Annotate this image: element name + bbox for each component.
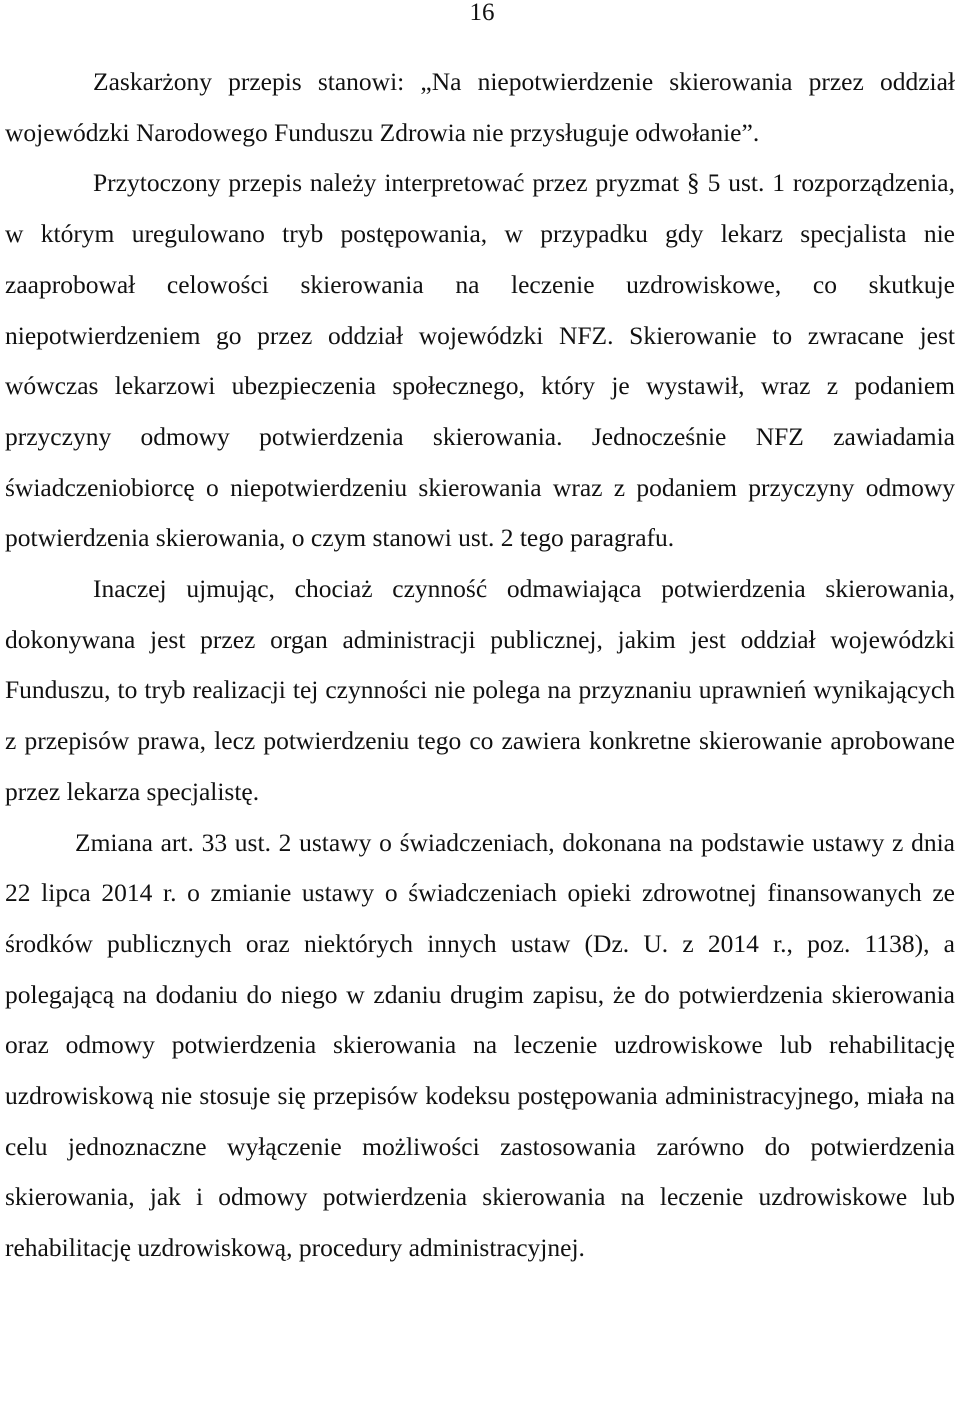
paragraph-interpretation: Przytoczony przepis należy interpretować przez pryzmat § 5 ust. 1 rozporządzenia, w którym uregulowano tryb postępowania, w przypadku gdy lekarz specjalista nie zaaprobował celowości skierowania na leczenie uzdrowiskowe, co skutkuje niepotwierdzeniem go przez oddział wojewódzki NFZ. Skierowanie to zwracane jest wówczas lekarzowi ubezpieczenia społecznego, który je wystawił, wraz z podaniem przyczyny odmowy potwierdzenia skierowania. Jednocześnie NFZ zawiadamia świadczeniobiorcę o niepotwierdzeniu skierowania wraz z podaniem przyczyny odmowy potwierdzenia skierowania, o czym stanowi ust. 2 tego paragrafu. (5, 168, 955, 553)
page-number: 16 (469, 0, 495, 26)
paragraph-in-other-words: Inaczej ujmując, chociaż czynność odmawiająca potwierdzenia skierowania, dokonywana jest przez organ administracji publicznej, jakim jest oddział wojewódzki Funduszu, to tryb realizacji tej czynności nie polega na przyznaniu uprawnień wynikających z przepisów prawa, lecz potwierdzeniu tego co zawiera konkretne skierowanie aprobowane przez lekarza specjalistę. (5, 574, 955, 806)
paragraph-quoted-provision: Zaskarżony przepis stanowi: „Na niepotwierdzenie skierowania przez oddział wojewódzki Narodowego Funduszu Zdrowia nie przysługuje odwołanie”. (5, 67, 955, 147)
paragraph-amendment: Zmiana art. 33 ust. 2 ustawy o świadczeniach, dokonana na podstawie ustawy z dnia 22 lipca 2014 r. o zmianie ustawy o świadczeniach opieki zdrowotnej finansowanych ze środków publicznych oraz niektórych innych ustaw (Dz. U. z 2014 r., poz. 1138), a polegającą na dodaniu do niego w zdaniu drugim zapisu, że do potwierdzenia skierowania oraz odmowy potwierdzenia skierowania na leczenie uzdrowiskowe lub rehabilitację uzdrowiskową nie stosuje się przepisów kodeksu postępowania administracyjnego, miała na celu jednoznaczne wyłączenie możliwości zastosowania zarówno do potwierdzenia skierowania, jak i odmowy potwierdzenia skierowania na leczenie uzdrowiskowe lub rehabilitację uzdrowiskową, procedury administracyjnej. (5, 827, 955, 1263)
document-body (5, 57, 955, 1274)
